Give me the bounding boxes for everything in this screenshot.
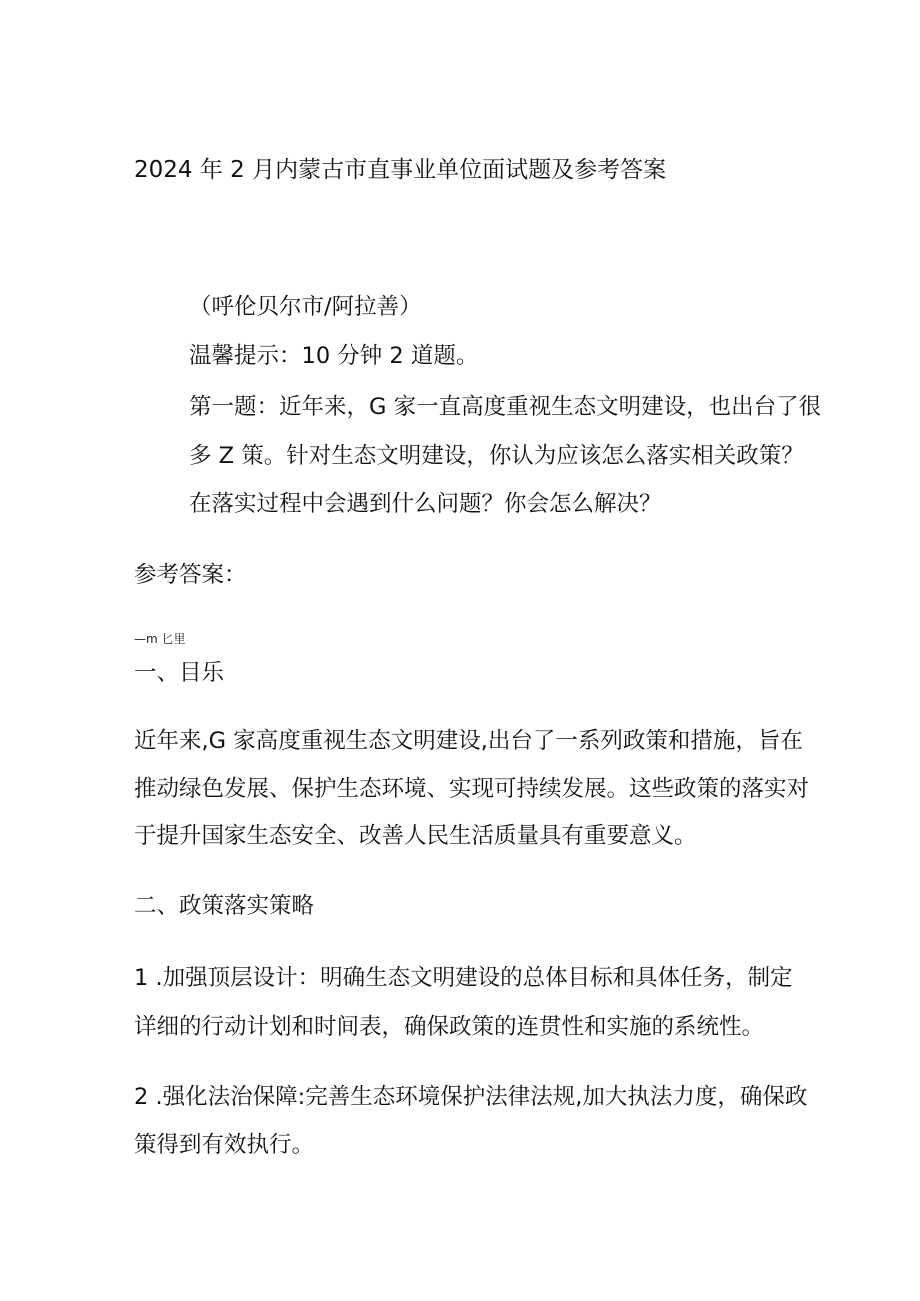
list-item-line: 1 .加强顶层设计：明确生态文明建设的总体目标和具体任务，制定 <box>134 965 793 991</box>
list-item-line: 策得到有效执行。 <box>134 1132 315 1158</box>
question-line: 第一题：近年来，G 家一直高度重视生态文明建设，也出台了很 <box>189 394 822 420</box>
list-item-line: 详细的行动计划和时间表，确保政策的连贯性和实施的系统性。 <box>134 1014 765 1040</box>
answer-label: 参考答案： <box>134 562 247 588</box>
paragraph-line: 近年来,G 家高度重视生态文明建设,出台了一系列政策和措施，旨在 <box>134 728 803 754</box>
section-heading: 二、政策落实策略 <box>134 893 315 919</box>
paragraph-line: 于提升国家生态安全、改善人民生活质量具有重要意义。 <box>134 823 697 849</box>
paragraph-line: 推动绿色发展、保护生态环境、实现可持续发展。这些政策的落实对 <box>134 776 810 802</box>
section-heading: 一、目乐 <box>134 660 225 686</box>
question-line: 在落实过程中会遇到什么问题？你会怎么解决？ <box>189 491 662 517</box>
small-mark: —m 匕里 <box>134 632 186 646</box>
question-line: 多 Z 策。针对生态文明建设，你认为应该怎么落实相关政策？ <box>189 443 804 469</box>
list-item-line: 2 .强化法治保障:完善生态环境保护法律法规,加大执法力度，确保政 <box>134 1084 808 1110</box>
region-note: （呼伦贝尔市/阿拉善） <box>189 294 422 320</box>
document-title: 2024 年 2 月内蒙古市直事业单位面试题及参考答案 <box>134 157 667 183</box>
tip-text: 温馨提示：10 分钟 2 道题。 <box>189 343 479 369</box>
